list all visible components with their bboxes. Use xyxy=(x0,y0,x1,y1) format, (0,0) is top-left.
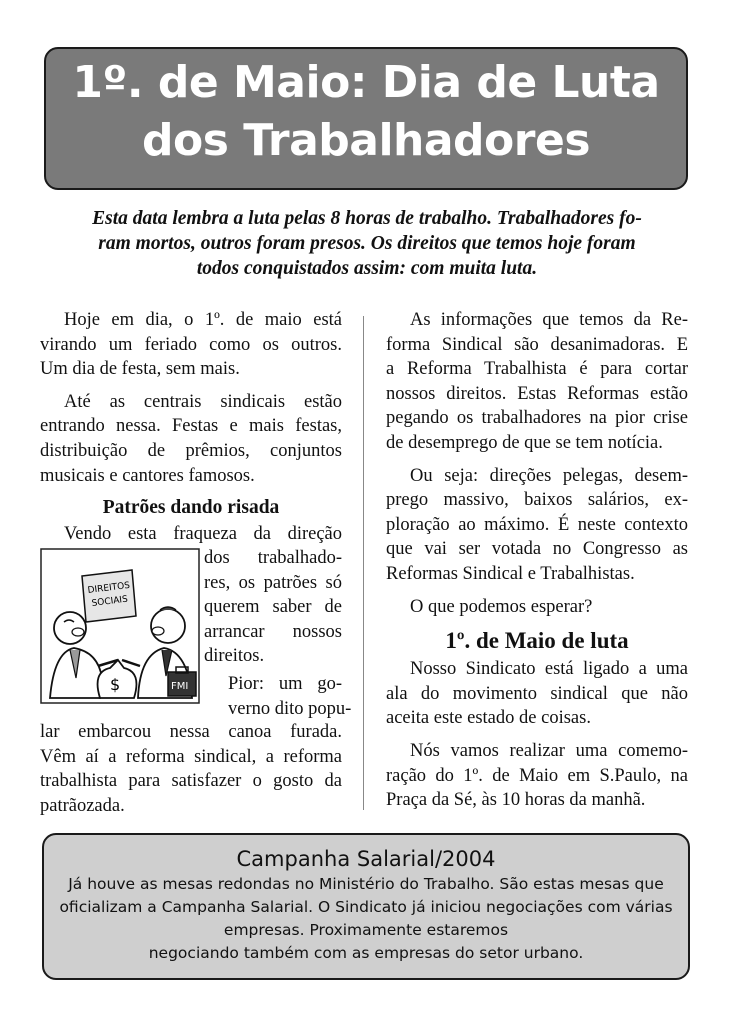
text-line: distribuição de prêmios, conjuntos xyxy=(40,440,342,461)
text-line: Pior: um go- xyxy=(228,674,342,694)
sign-text-2: SOCIAIS xyxy=(91,594,129,609)
campaign-line: empresas. Proximamente estaremos xyxy=(223,921,509,939)
text-line: Vêm aí a reforma sindical, a reforma xyxy=(40,746,342,767)
page-title-line-1: 1º. de Maio: Dia de Luta xyxy=(72,57,660,108)
lead-paragraph xyxy=(40,206,694,281)
text-line: Nós vamos realizar uma comemo- xyxy=(410,740,688,761)
text-line: prego massivo, baixos salários, ex- xyxy=(386,490,688,511)
text-line: que vai ser votada no Congresso as xyxy=(386,539,688,560)
text-line: musicais e cantores famosos. xyxy=(40,465,255,486)
wrapped-text-block-2 xyxy=(228,672,352,721)
text-line: lar embarcou nessa canoa furada. xyxy=(40,722,342,742)
text-line: entrando nessa. Festas e mais festas, xyxy=(40,416,342,437)
text-line: Nosso Sindicato está ligado a uma xyxy=(410,659,688,680)
cartoon-illustration xyxy=(40,548,200,704)
campaign-line: negociando também com as empresas do setor urbano. xyxy=(148,944,584,962)
text-line: Reformas Sindical e Trabalhistas. xyxy=(386,563,635,584)
campaign-line: Já houve as mesas redondas no Ministério do Trabalho. São estas mesas que xyxy=(68,875,664,893)
campaign-title: Campanha Salarial/2004 xyxy=(236,847,496,871)
sign-text-1: DIREITOS xyxy=(87,580,131,596)
text-line: nossos direitos. Estas Reformas estão xyxy=(386,383,688,404)
page-title-line-2: dos Trabalhadores xyxy=(141,115,591,166)
text-line: de desemprego de que se tem notícia. xyxy=(386,432,663,453)
section-heading-maio-de-luta: 1º. de Maio de luta xyxy=(445,628,629,654)
text-line: verno dito popu- xyxy=(228,698,352,719)
text-line: direitos. xyxy=(204,646,265,667)
text-line: Hoje em dia, o 1º. de maio está xyxy=(64,310,342,330)
text-line: trabalhista para satisfazer o gosto da xyxy=(40,771,342,792)
lead-line: todos conquistados assim: com muita luta. xyxy=(196,258,538,279)
text-line: virando um feriado como os outros. xyxy=(40,334,342,355)
text-line: O que podemos esperar? xyxy=(410,596,593,617)
text-line: ploração ao máximo. É neste contexto xyxy=(386,514,688,535)
campaign-line: oficializam a Campanha Salarial. O Sindicato já iniciou negociações com várias xyxy=(59,898,673,916)
text-line: querem saber de xyxy=(204,597,342,618)
text-line: Praça da Sé, às 10 horas da manhã. xyxy=(386,790,646,811)
text-line: res, os patrões só xyxy=(204,572,342,593)
section-heading-patroes: Patrões dando risada xyxy=(102,497,280,519)
text-line: Até as centrais sindicais estão xyxy=(64,391,342,412)
text-line: Ou seja: direções pelegas, desem- xyxy=(410,465,688,486)
title-banner xyxy=(44,47,688,190)
lead-line: Esta data lembra a luta pelas 8 horas de trabalho. Trabalhadores fo- xyxy=(92,208,642,229)
text-line: patrãozada. xyxy=(40,795,125,816)
campaign-box xyxy=(42,833,690,980)
bag-symbol: $ xyxy=(110,675,121,694)
text-line: dos trabalhado- xyxy=(204,548,342,568)
left-column xyxy=(40,308,342,547)
text-line: ala do movimento sindical que não xyxy=(386,683,688,704)
text-line: arrancar nossos xyxy=(204,621,342,642)
lead-line: ram mortos, outros foram presos. Os direitos que temos hoje foram xyxy=(98,233,636,254)
text-line: a Reforma Trabalhista é para cortar xyxy=(386,359,688,380)
text-line: aceita este estado de coisas. xyxy=(386,708,591,729)
text-line: Vendo esta fraqueza da direção xyxy=(64,524,342,545)
briefcase-label: FMI xyxy=(171,681,189,692)
wrapped-text-block xyxy=(204,546,342,669)
text-line: Um dia de festa, sem mais. xyxy=(40,359,240,380)
column-divider xyxy=(363,316,364,810)
right-column xyxy=(386,308,688,813)
text-line: ração do 1º. de Maio em S.Paulo, na xyxy=(386,765,688,786)
left-column-continued xyxy=(40,720,342,818)
text-line: pegando os trabalhadores na pior crise xyxy=(386,408,688,429)
text-line: forma Sindical são desanimadoras. E xyxy=(386,334,688,355)
text-line: As informações que temos da Re- xyxy=(410,310,688,330)
